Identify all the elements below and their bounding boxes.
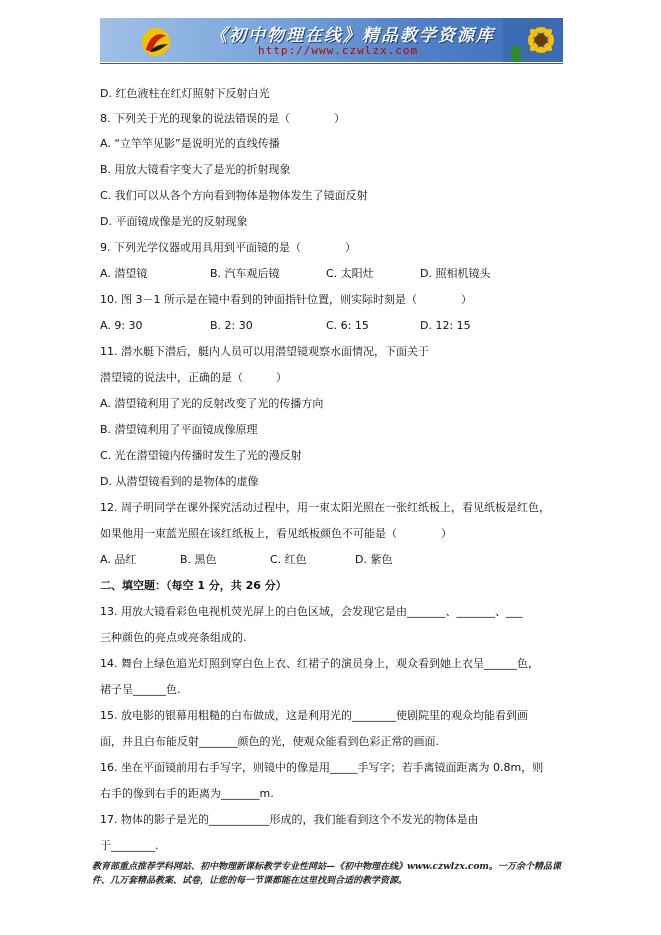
question-12: 12. 周子明同学在课外探究活动过程中，用一束太阳光照在一张红纸板上，看见纸板是红色，: [100, 501, 550, 514]
option-11d: D. 从潜望镜看到的是物体的虚像: [100, 475, 259, 488]
header-rule: [100, 63, 563, 64]
q10-option-b: B. 2: 30: [210, 319, 253, 332]
option-8a: A. “立竿竿见影”是说明光的直线传播: [100, 137, 280, 150]
q10-option-d: D. 12: 15: [420, 319, 471, 332]
question-10: 10. 图 3－1 所示是在镜中看到的钟面指针位置，则实际时刻是（ ）: [100, 293, 472, 306]
option-8b: B. 用放大镜看字变大了是光的折射现象: [100, 163, 291, 176]
text-line: D. 红色液柱在红灯照射下反射白光: [100, 87, 270, 100]
q12-option-a: A. 品红: [100, 553, 137, 566]
option-11c: C. 光在潜望镜内传播时发生了光的漫反射: [100, 449, 302, 462]
section-heading: 二、填空题：（每空 1 分，共 26 分）: [100, 579, 287, 592]
question-16-cont: 右手的像到右手的距离为_______m.: [100, 787, 274, 800]
option-8c: C. 我们可以从各个方向看到物体是物体发生了镜面反射: [100, 189, 368, 202]
question-15: 15. 放电影的银幕用粗糙的白布做成，这是利用光的________使剧院里的观众均能看到画: [100, 709, 528, 722]
banner-url[interactable]: http://www.czwlzx.com: [258, 44, 419, 57]
question-14: 14. 舞台上绿色追光灯照到穿白色上衣、红裙子的演员身上，观众看到她上衣呈______色，: [100, 657, 539, 670]
question-13-cont: 三种颜色的亮点或亮条组成的.: [100, 631, 247, 644]
footer-note: 教育部重点推荐学科网站、初中物理新课标教学专业性网站—《初中物理在线》www.czwlzx.com。一万余个精品课件、几万套精品教案、试卷，让您的每一节课都能在这里找到合适的教学资源。: [92, 862, 561, 886]
question-16: 16. 坐在平面镜前用右手写字，则镜中的像是用_____手写字；若手离镜面距离为 0.8m，则: [100, 761, 544, 774]
question-12-cont: 如果他用一束蓝光照在该红纸板上，看见纸板颜色不可能是（ ）: [100, 527, 452, 540]
q10-option-a: A. 9: 30: [100, 319, 143, 332]
question-14-cont: 裙子呈______色.: [100, 683, 181, 696]
question-11: 11. 潜水艇下潜后，艇内人员可以用潜望镜观察水面情况，下面关于: [100, 345, 429, 358]
q9-option-b: B. 汽车观后镜: [210, 267, 280, 280]
sunflower-icon: [503, 18, 563, 62]
question-15-cont: 面，并且白布能反射_______颜色的光，使观众能看到色彩正常的画面.: [100, 735, 439, 748]
option-8d: D. 平面镜成像是光的反射现象: [100, 215, 248, 228]
q9-option-a: A. 潜望镜: [100, 267, 148, 280]
q10-option-c: C. 6: 15: [326, 319, 369, 332]
option-11a: A. 潜望镜利用了光的反射改变了光的传播方向: [100, 397, 324, 410]
question-17-cont: 于________.: [100, 839, 159, 852]
header-banner: [100, 18, 563, 62]
question-17: 17. 物体的影子是光的___________形成的，我们能看到这个不发光的物体是由: [100, 813, 479, 826]
option-11b: B. 潜望镜利用了平面镜成像原理: [100, 423, 258, 436]
q12-option-c: C. 红色: [270, 553, 307, 566]
question-9: 9. 下列光学仪器或用具用到平面镜的是（ ）: [100, 241, 356, 254]
q12-option-b: B. 黑色: [180, 553, 217, 566]
q9-option-c: C. 太阳灶: [326, 267, 374, 280]
question-13: 13. 用放大镜看彩色电视机荧光屏上的白色区域，会发现它是由_______、_______、___: [100, 605, 523, 618]
question-11-cont: 潜望镜的说法中，正确的是（ ）: [100, 371, 287, 384]
question-8: 8. 下列关于光的现象的说法错误的是（ ）: [100, 112, 345, 125]
site-logo-icon: [140, 26, 172, 58]
banner-title: 《初中物理在线》精品教学资源库: [210, 26, 495, 46]
q9-option-d: D. 照相机镜头: [420, 267, 491, 280]
q12-option-d: D. 紫色: [355, 553, 393, 566]
